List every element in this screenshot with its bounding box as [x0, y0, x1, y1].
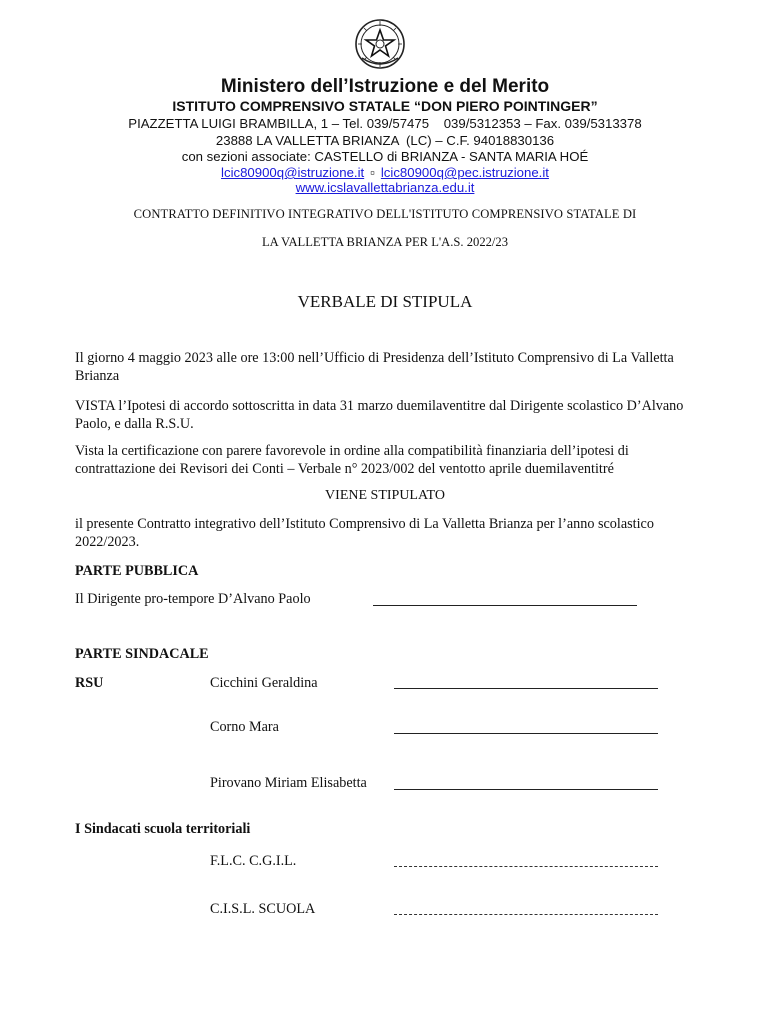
contract-title-line2: LA VALLETTA BRIANZA PER L'A.S. 2022/23 [261, 235, 509, 249]
italian-republic-emblem-icon [354, 18, 406, 70]
signature-line-dirigente[interactable] [373, 605, 637, 606]
sindacati-heading: I Sindacati scuola territoriali [75, 821, 251, 837]
signature-line-union[interactable] [394, 914, 658, 915]
rsu-label: RSU [75, 675, 104, 691]
ministry-name: Ministero dell’Istruzione e del Merito [220, 76, 550, 97]
email-link[interactable]: lcic80900q@istruzione.it [221, 165, 365, 180]
email-separator: ▫ [370, 165, 375, 180]
paragraph-contratto: il presente Contratto integrativo dell’Istituto Comprensivo di La Valletta Brianza per l’anno scolastico 2022/2023. [75, 516, 654, 550]
website-link[interactable]: www.icslavallettabrianza.edu.it [295, 180, 475, 195]
document-heading: VERBALE DI STIPULA [297, 292, 473, 311]
viene-stipulato: VIENE STIPULATO [325, 488, 445, 503]
school-website [0, 179, 770, 196]
school-address-city: 23888 LA VALLETTA BRIANZA (LC) – C.F. 94018830136 [215, 133, 555, 148]
contract-title-line1: CONTRATTO DEFINITIVO INTEGRATIVO DELL'ISTITUTO COMPRENSIVO STATALE DI [133, 207, 637, 221]
school-sections: con sezioni associate: CASTELLO di BRIANZA - SANTA MARIA HOÉ [181, 149, 589, 164]
parte-sindacale-heading: PARTE SINDACALE [75, 646, 209, 662]
signature-line-union[interactable] [394, 866, 658, 867]
rsu-member-name: Pirovano Miriam Elisabetta [210, 775, 367, 791]
rsu-member-name: Cicchini Geraldina [210, 675, 318, 691]
school-name: ISTITUTO COMPRENSIVO STATALE “DON PIERO POINTINGER” [172, 98, 598, 114]
paragraph-meeting-date: Il giorno 4 maggio 2023 alle ore 13:00 nell’Ufficio di Presidenza dell’Istituto Comprensivo di La Valletta Brianza [75, 350, 674, 384]
school-address-phone: PIAZZETTA LUIGI BRAMBILLA, 1 – Tel. 039/57475 039/5312353 – Fax. 039/5313378 [128, 116, 642, 131]
union-name: F.L.C. C.G.I.L. [210, 853, 297, 869]
rsu-member-name: Corno Mara [210, 719, 279, 735]
signature-line-rsu[interactable] [394, 733, 658, 734]
parte-pubblica-heading: PARTE PUBBLICA [75, 563, 199, 579]
signature-line-rsu[interactable] [394, 688, 658, 689]
pec-email-link[interactable]: lcic80900q@pec.istruzione.it [380, 165, 549, 180]
union-name: C.I.S.L. SCUOLA [210, 901, 316, 917]
signature-line-rsu[interactable] [394, 789, 658, 790]
paragraph-vista-ipotesi: VISTA l’Ipotesi di accordo sottoscritta in data 31 marzo duemilaventitre dal Dirigente scolastico D’Alvano Paolo, e dalla R.S.U. [75, 398, 684, 432]
paragraph-vista-certificazione: Vista la certificazione con parere favorevole in ordine alla compatibilità finanziaria dell’ipotesi di contrattazione dei Revisori dei Conti – Verbale n° 2023/002 del ventotto aprile duemilaventitré [75, 443, 629, 477]
dirigente-name: Il Dirigente pro-tempore D’Alvano Paolo [75, 591, 311, 607]
